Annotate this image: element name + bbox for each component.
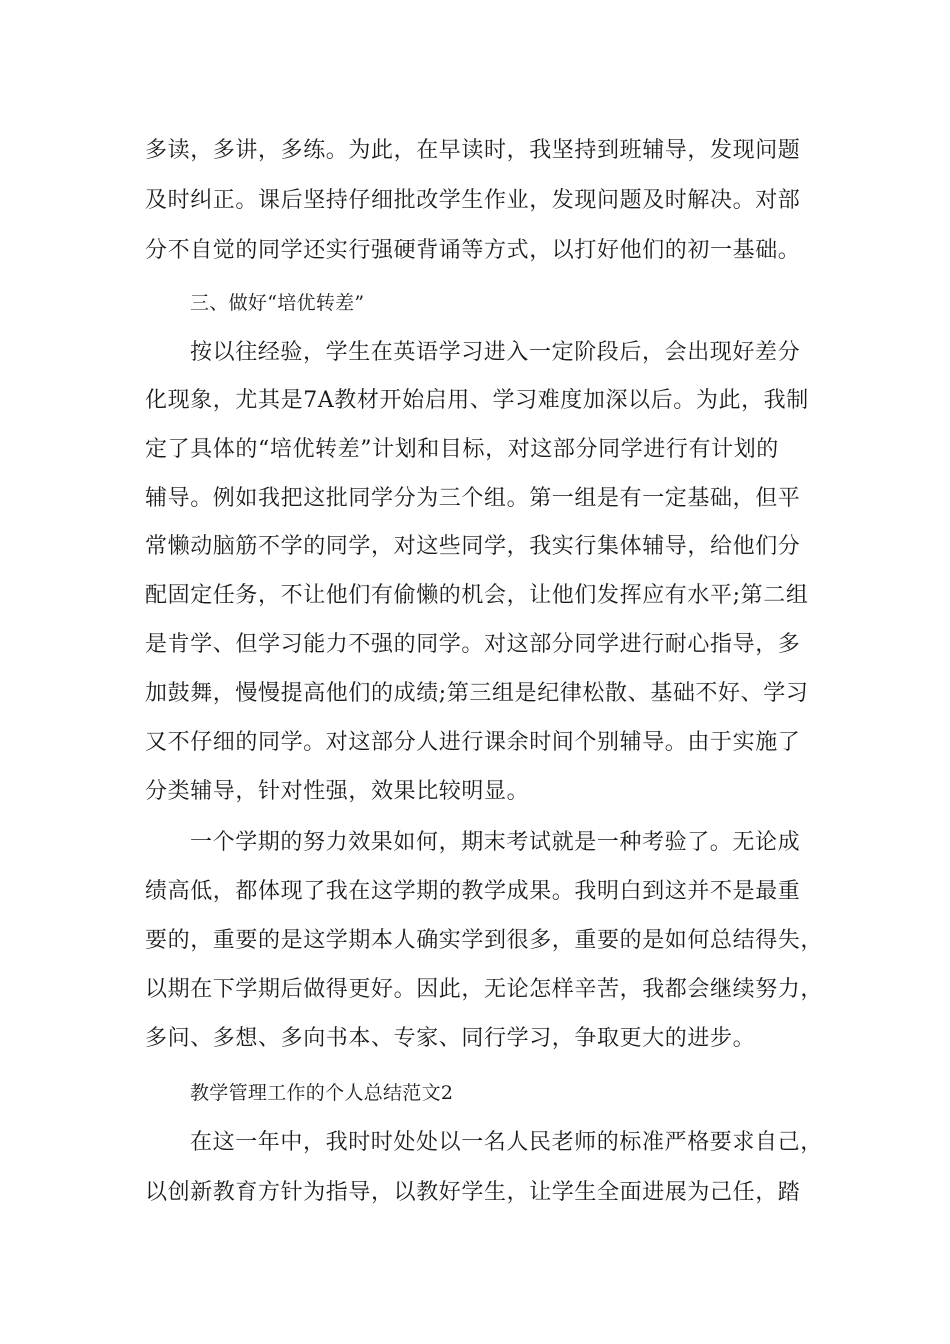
body-line: 及时纠正。课后坚持仔细批改学生作业，发现问题及时解决。对部 [145, 188, 801, 213]
article-title: 教学管理工作的个人总结范文2 [190, 1082, 454, 1104]
body-line: 分不自觉的同学还实行强硬背诵等方式，以打好他们的初一基础。 [145, 238, 801, 263]
body-line: 要的，重要的是这学期本人确实学到很多，重要的是如何总结得失， [145, 928, 824, 953]
body-line: 一个学期的努力效果如何，期末考试就是一种考验了。无论成 [190, 830, 801, 855]
body-line: 以创新教育方针为指导，以教好学生，让学生全面进展为己任，踏 [145, 1180, 801, 1205]
section-heading: 三、做好“培优转差” [190, 292, 365, 314]
body-line: 辅导。例如我把这批同学分为三个组。第一组是有一定基础，但平 [145, 486, 801, 511]
body-line: 按以往经验，学生在英语学习进入一定阶段后，会出现好差分 [190, 340, 801, 365]
body-line: 在这一年中，我时时处处以一名人民老师的标准严格要求自己， [190, 1130, 823, 1155]
body-line: 定了具体的“培优转差”计划和目标，对这部分同学进行有计划的 [145, 437, 779, 462]
body-line: 加鼓舞，慢慢提高他们的成绩;第三组是纪律松散、基础不好、学习 [145, 681, 809, 706]
body-line: 以期在下学期后做得更好。因此，无论怎样辛苦，我都会继续努力， [145, 977, 824, 1002]
body-line: 多读，多讲，多练。为此，在早读时，我坚持到班辅导，发现问题 [145, 138, 801, 163]
body-line: 化现象，尤其是7A教材开始启用、学习难度加深以后。为此，我制 [145, 388, 809, 413]
body-line: 是肯学、但学习能力不强的同学。对这部分同学进行耐心指导，多 [145, 632, 801, 657]
body-line: 配固定任务，不让他们有偷懒的机会，让他们发挥应有水平;第二组 [145, 583, 809, 608]
body-line: 绩高低，都体现了我在这学期的教学成果。我明白到这并不是最重 [145, 879, 801, 904]
body-line: 又不仔细的同学。对这部分人进行课余时间个别辅导。由于实施了 [145, 730, 801, 755]
body-line: 常懒动脑筋不学的同学，对这些同学，我实行集体辅导，给他们分 [145, 534, 801, 559]
body-line: 分类辅导，针对性强，效果比较明显。 [145, 779, 530, 804]
body-line: 多问、多想、多向书本、专家、同行学习，争取更大的进步。 [145, 1026, 756, 1051]
